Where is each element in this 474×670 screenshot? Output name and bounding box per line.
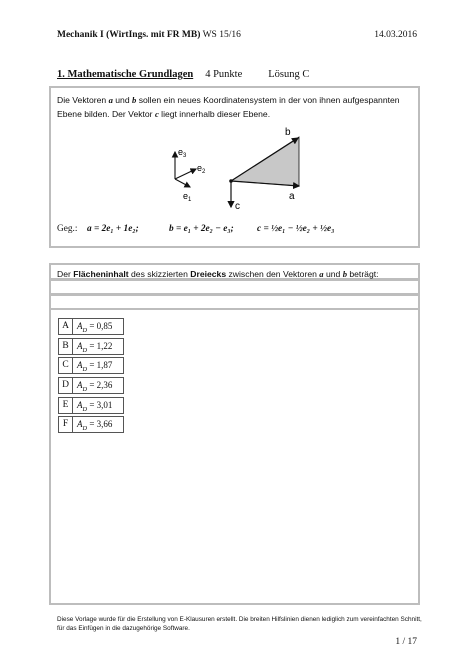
label-a: a bbox=[289, 191, 295, 202]
given-label: Geg.: bbox=[57, 224, 78, 234]
option-letter: C bbox=[58, 357, 73, 374]
option-value: $A_D = 3,01$ bbox=[73, 397, 124, 414]
option-b[interactable] bbox=[58, 338, 124, 355]
section-heading bbox=[57, 69, 309, 80]
given-a: a = 2e₁ + 1e₂; bbox=[87, 224, 139, 234]
option-letter: B bbox=[58, 338, 73, 355]
option-value: $A_D = 0,85$ bbox=[73, 318, 124, 335]
section-points: 4 Punkte bbox=[205, 69, 243, 80]
document-header bbox=[57, 30, 241, 40]
footer-note: Diese Vorlage wurde für die Erstellung von E-Klausuren erstellt. Die breiten Hilfslinien dienen lediglich zum vereinfachten Schnitt, für das Einfügen in die dazugehörige Software. bbox=[57, 616, 422, 632]
vector-a: a bbox=[108, 95, 113, 105]
coordinate-system bbox=[175, 147, 206, 203]
vector-b: b bbox=[132, 95, 137, 105]
option-f[interactable] bbox=[58, 416, 124, 433]
option-c[interactable] bbox=[58, 357, 124, 374]
label-b: b bbox=[285, 127, 291, 138]
label-c: c bbox=[235, 201, 240, 212]
option-d[interactable] bbox=[58, 377, 124, 394]
question-text: Der Flächeninhalt des skizzierten Dreiecks zwischen den Vektoren a und b beträgt: bbox=[57, 269, 379, 279]
option-letter: D bbox=[58, 377, 73, 394]
option-a[interactable] bbox=[58, 318, 124, 335]
term: WS 15/16 bbox=[202, 30, 241, 40]
problem-statement: Die Vektoren a und b sollen ein neues Koordinatensystem in der von ihnen aufgespannten Ebene bilden. Der Vektor c liegt innerhalb dieser Ebene. bbox=[57, 95, 400, 119]
option-letter: E bbox=[58, 397, 73, 414]
section-title: 1. Mathematische Grundlagen bbox=[57, 69, 194, 80]
option-value: $A_D = 1,22$ bbox=[73, 338, 124, 355]
header-date: 14.03.2016 bbox=[374, 30, 417, 40]
section-solution: Lösung C bbox=[268, 69, 310, 80]
label-e1: $e_1$ bbox=[183, 191, 192, 203]
course-title: Mechanik I (WirtIngs. mit FR MB) bbox=[57, 30, 201, 40]
origin-point bbox=[229, 179, 233, 183]
label-e3: $e_3$ bbox=[178, 147, 187, 159]
option-value: $A_D = 3,66$ bbox=[73, 416, 124, 433]
option-value: $A_D = 2,36$ bbox=[73, 377, 124, 394]
option-letter: F bbox=[58, 416, 73, 433]
label-e2: $e_2$ bbox=[197, 163, 206, 175]
option-e[interactable] bbox=[58, 397, 124, 414]
vector-diagram bbox=[165, 127, 315, 217]
given-c: c = ½e₁ − ½e₂ + ½e₃ bbox=[257, 224, 335, 234]
vector-c: c bbox=[154, 109, 159, 119]
option-letter: A bbox=[58, 318, 73, 335]
option-value: $A_D = 1,87$ bbox=[73, 357, 124, 374]
page-number: 1 / 17 bbox=[395, 637, 417, 647]
separator-box-2 bbox=[49, 279, 420, 295]
given-b: b = e₁ + 2e₂ − e₃; bbox=[169, 224, 234, 234]
